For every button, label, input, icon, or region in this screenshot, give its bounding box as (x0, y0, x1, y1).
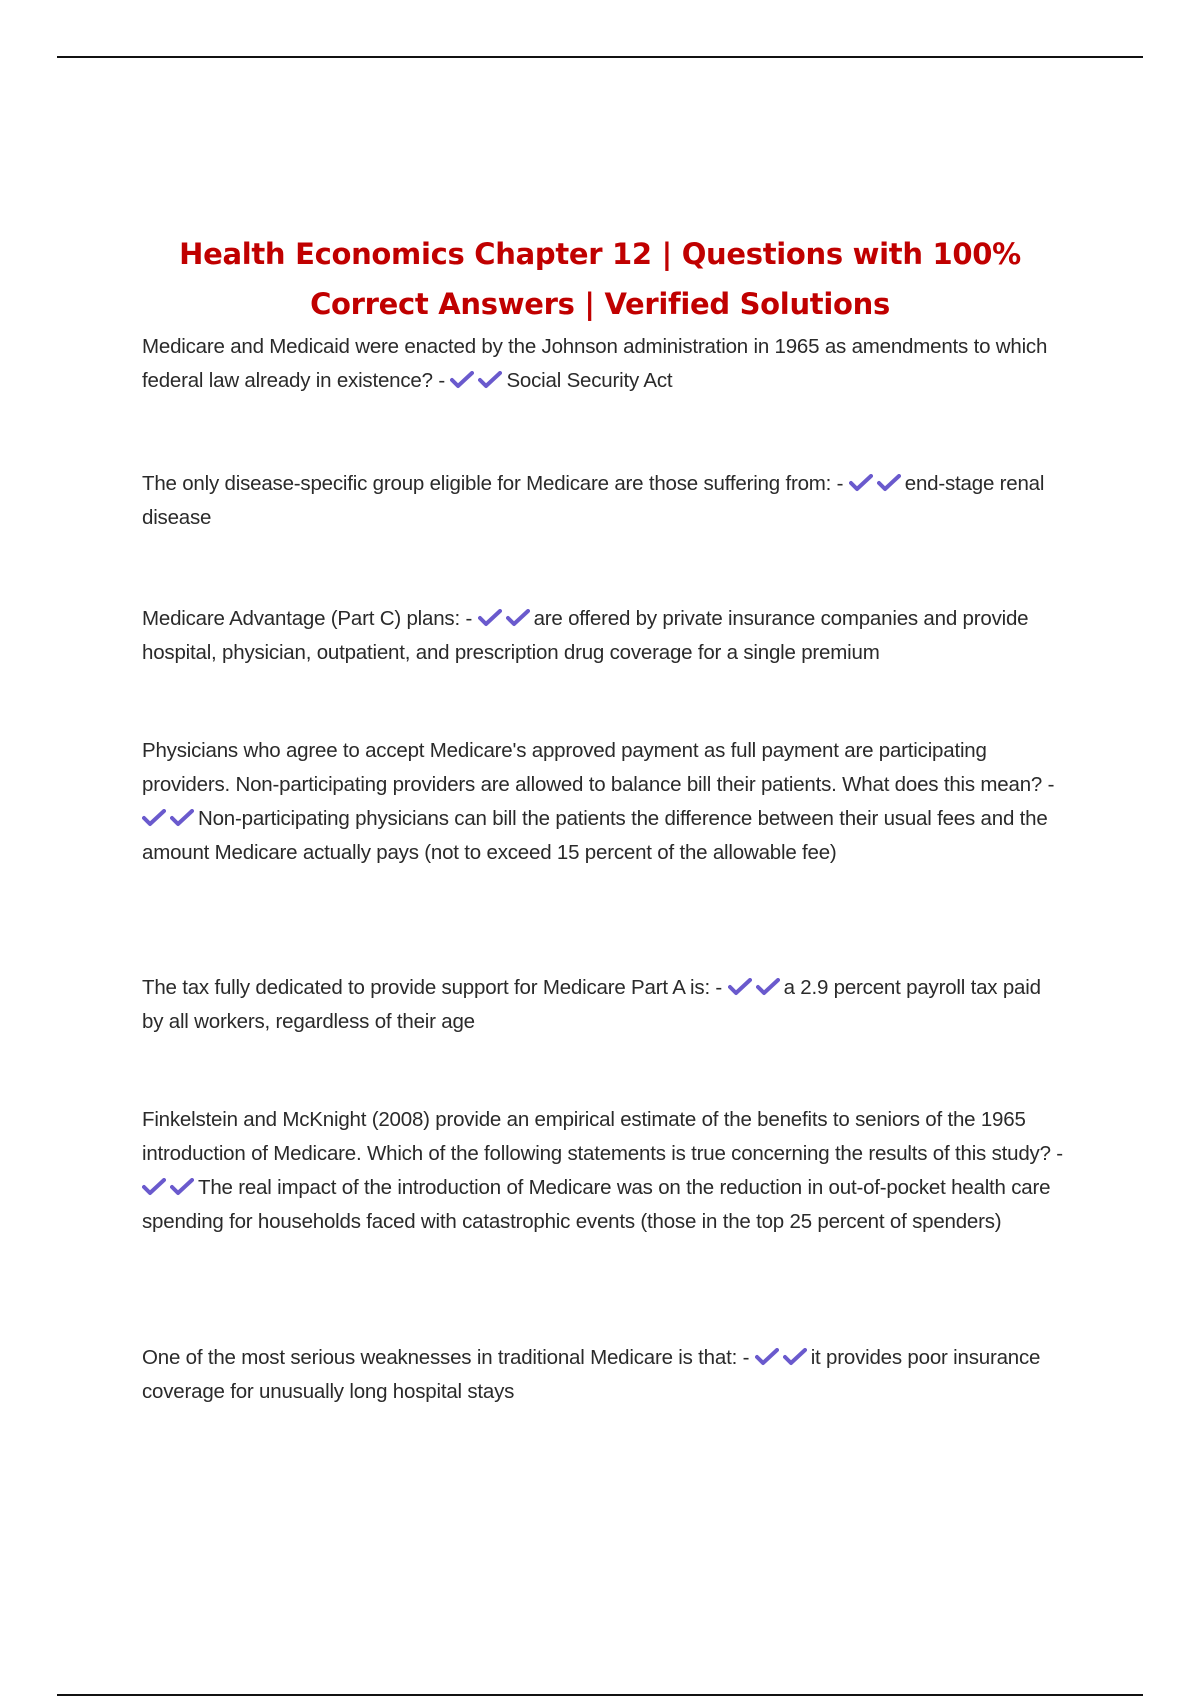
question-text: Medicare Advantage (Part C) plans: (142, 607, 460, 630)
question-text: The tax fully dedicated to provide support for Medicare Part A is: (142, 976, 710, 999)
check-icon (142, 809, 166, 827)
answer-separator: - (1042, 773, 1055, 796)
answer-text: a 2.9 percent payroll tax paid by all workers, regardless of their age (142, 976, 1041, 1033)
check-icon (506, 609, 530, 627)
answer-separator: - (737, 1346, 755, 1369)
answer-separator: - (1050, 1142, 1063, 1165)
answer-separator: - (432, 369, 451, 392)
qa-item-5 (142, 971, 1067, 1039)
check-icon (728, 978, 752, 996)
check-icon (849, 474, 873, 492)
question-text: One of the most serious weaknesses in traditional Medicare is that: (142, 1346, 738, 1369)
question-text: Medicare and Medicaid were enacted by the Johnson administration in 1965 as amendments to which federal law already in existence? (142, 335, 1048, 392)
answer-separator: - (459, 607, 478, 630)
document-title: Health Economics Chapter 12 | Questions with 100% Correct Answers | Verified Solutions (179, 237, 1021, 322)
check-icon (170, 809, 194, 827)
question-text: The only disease-specific group eligible for Medicare are those suffering from: (142, 472, 832, 495)
qa-item-7 (142, 1341, 1067, 1409)
check-icon (170, 1178, 194, 1196)
bottom-rule (57, 1694, 1143, 1696)
answer-text: The real impact of the introduction of Medicare was on the reduction in out-of-pocket health care spending for households faced with catastrophic events (those in the top 25 percent of spenders) (142, 1176, 1051, 1233)
check-icon (783, 1348, 807, 1366)
check-icon (756, 978, 780, 996)
check-icon (478, 371, 502, 389)
check-icon (877, 474, 901, 492)
question-text: Physicians who agree to accept Medicare's approved payment as full payment are participating providers. Non-participating providers are allowed to balance bill their patients. What does this mean? (142, 739, 1043, 796)
question-text: Finkelstein and McKnight (2008) provide an empirical estimate of the benefits to seniors of the 1965 introduction of Medicare. Which of the following statements is true concerning the results of this study? (142, 1108, 1051, 1165)
top-rule (57, 56, 1143, 58)
answer-text: it provides poor insurance coverage for unusually long hospital stays (142, 1346, 1041, 1403)
check-icon (450, 371, 474, 389)
check-icon (755, 1348, 779, 1366)
qa-item-3 (142, 602, 1067, 670)
answer-text: Non-participating physicians can bill the patients the difference between their usual fees and the amount Medicare actually pays (not to exceed 15 percent of the allowable fee) (142, 807, 1048, 864)
answer-text: are offered by private insurance companies and provide hospital, physician, outpatient, and prescription drug coverage for a single premium (142, 607, 1029, 664)
answer-text: end-stage renal disease (142, 472, 1045, 529)
qa-item-1 (142, 330, 1067, 398)
qa-item-6 (142, 1103, 1067, 1239)
answer-separator: - (831, 472, 849, 495)
answer-separator: - (709, 976, 728, 999)
check-icon (142, 1178, 166, 1196)
qa-item-2 (142, 467, 1067, 535)
answer-text: Social Security Act (506, 369, 673, 392)
check-icon (478, 609, 502, 627)
qa-item-4 (142, 734, 1067, 870)
